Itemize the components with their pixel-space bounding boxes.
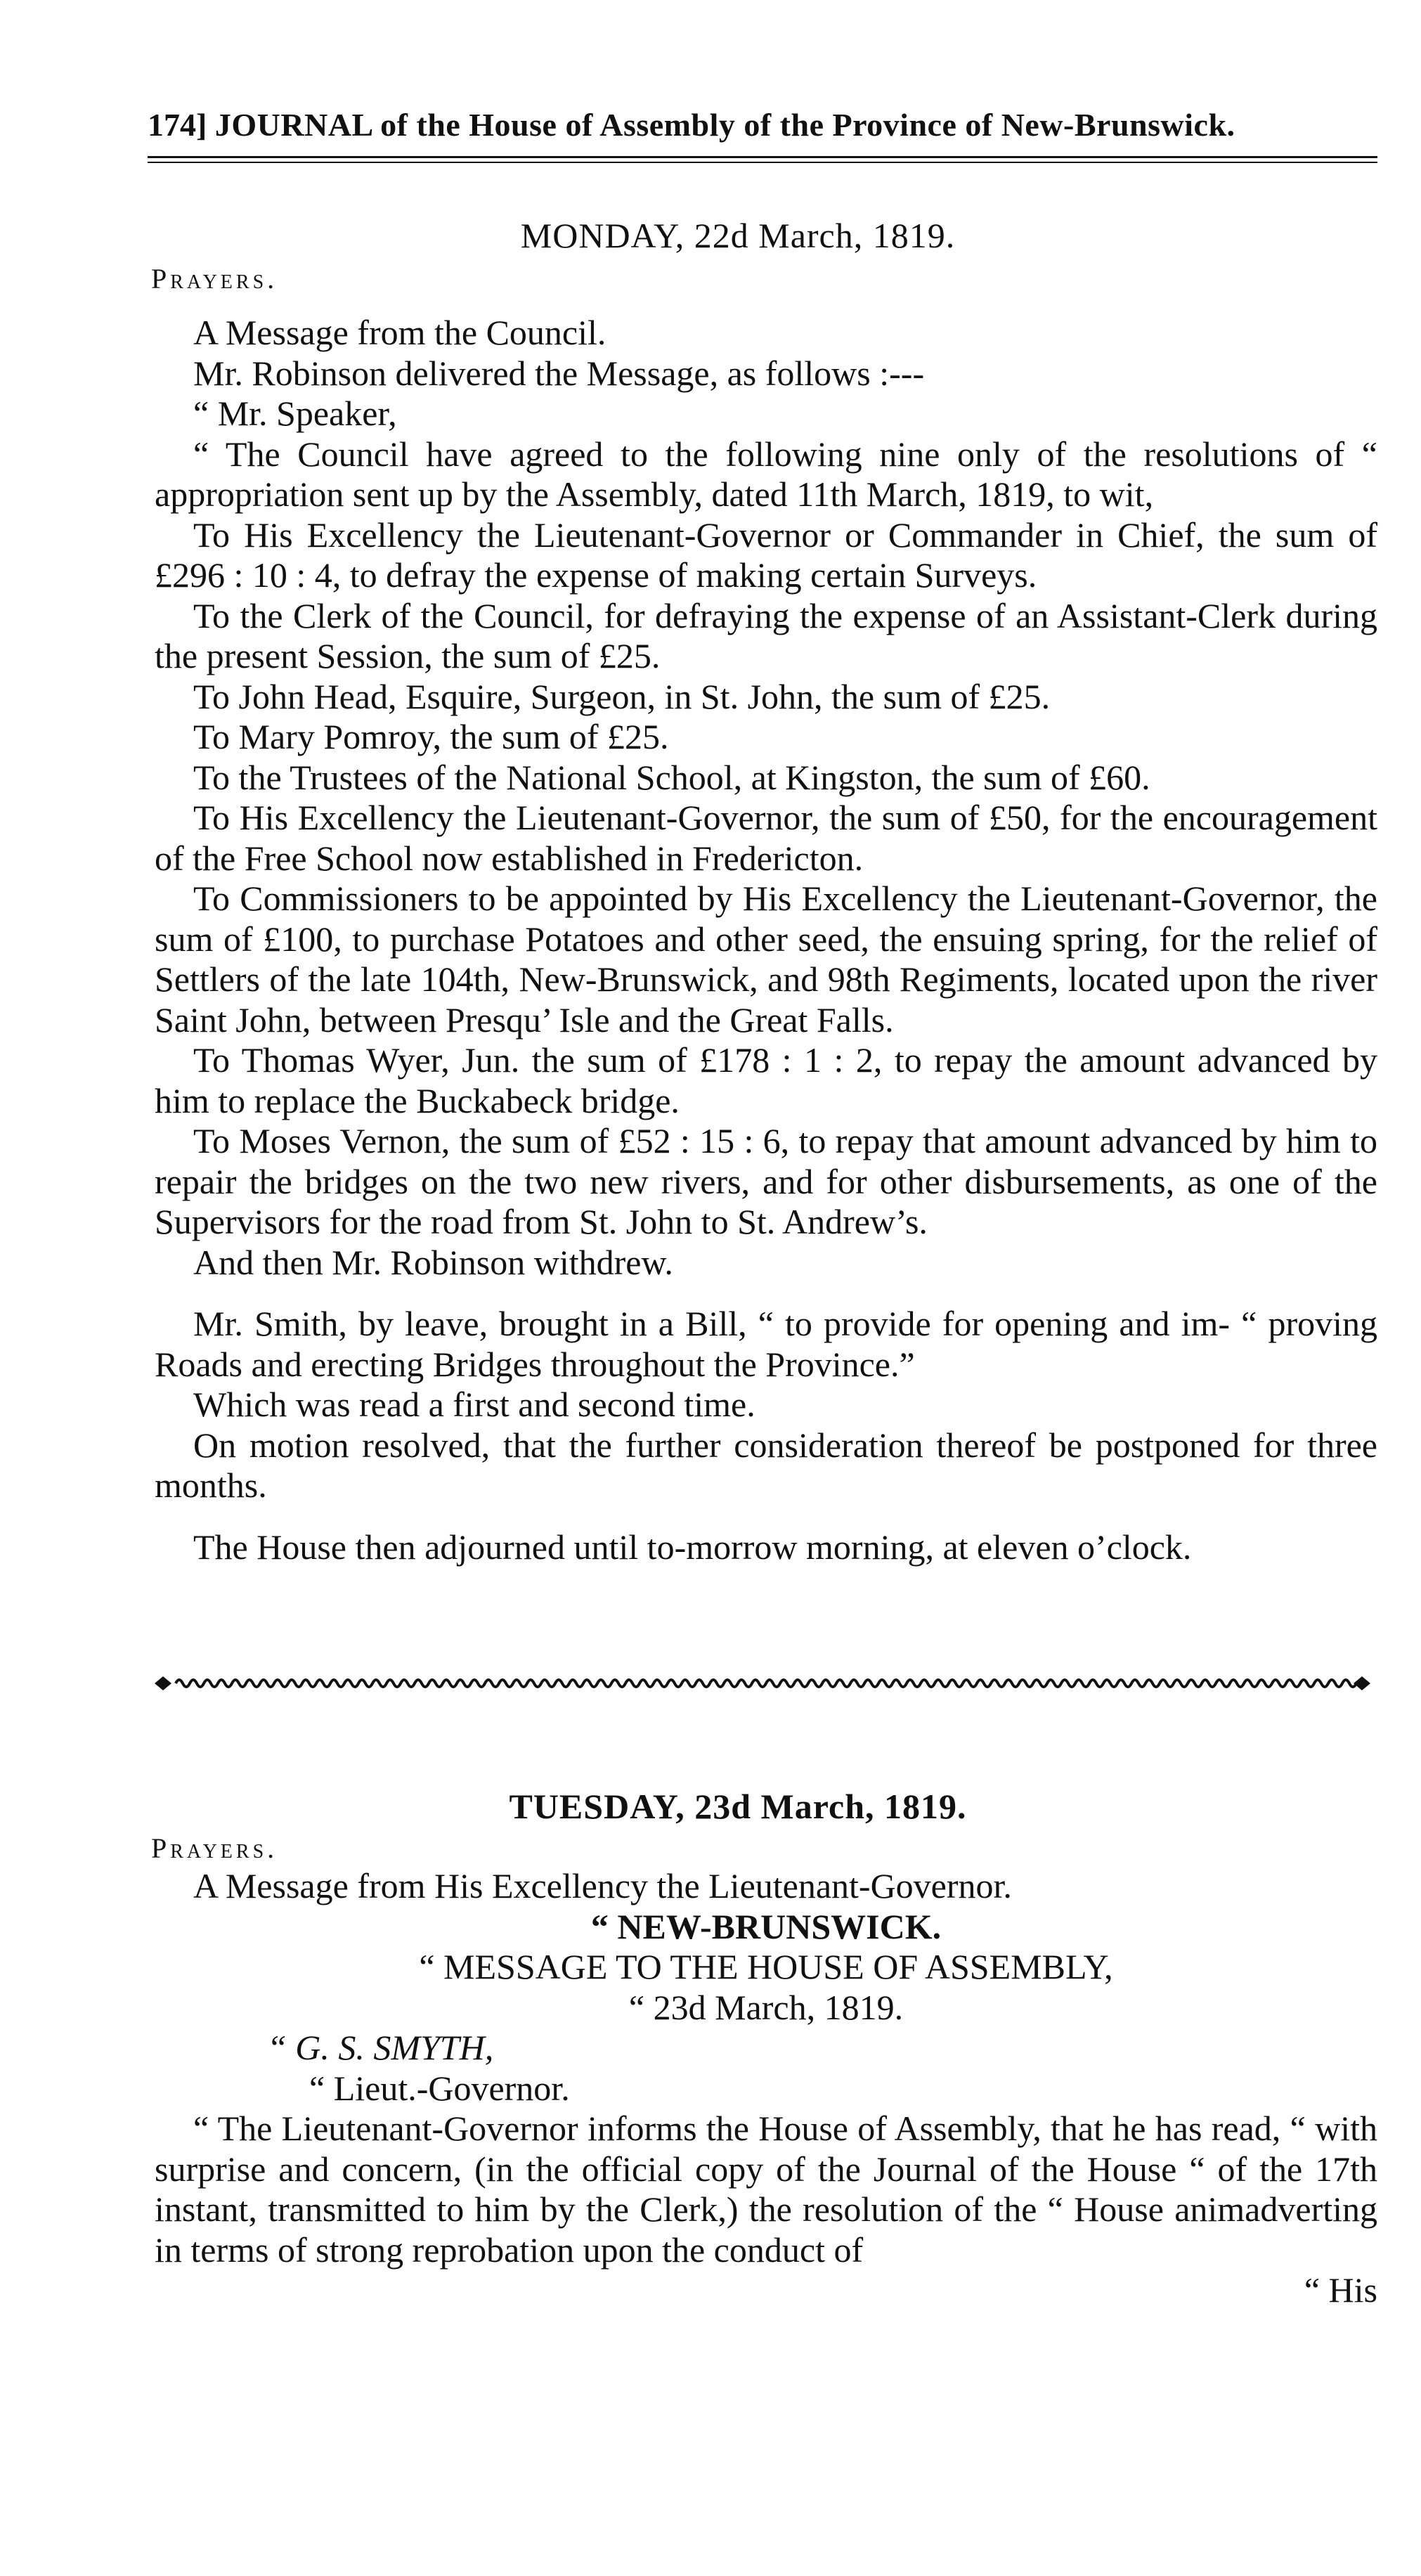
tuesday-date-heading: TUESDAY, 23d March, 1819.: [509, 1787, 967, 1826]
tuesday-proceedings: [155, 1866, 1377, 2311]
signature-title: “ Lieut.-Governor.: [309, 2068, 570, 2108]
paragraph: Mr. Robinson delivered the Message, as follows :---: [193, 353, 925, 393]
paragraph: “ Mr. Speaker,: [193, 394, 397, 433]
paragraph: “ The Council have agreed to the following nine only of the resolutions of “ appropriation sent up by the Assembly, dated 11th March, 1819, to wit,: [155, 434, 1377, 514]
message-heading-province: “ NEW-BRUNSWICK.: [590, 1906, 942, 1946]
paragraph: To John Head, Esquire, Surgeon, in St. John, the sum of £25.: [193, 676, 1051, 716]
signature-name: “ G. S. SMYTH,: [267, 2028, 494, 2067]
message-intro: A Message from His Excellency the Lieutenant-Governor.: [193, 1866, 1012, 1905]
paragraph: The House then adjourned until to-morrow morning, at eleven o’clock.: [193, 1527, 1192, 1567]
page-number: 174]: [148, 107, 207, 143]
monday-prayers-label: Prayers.: [151, 263, 278, 295]
tuesday-prayers-label: Prayers.: [151, 1832, 278, 1864]
paragraph: Which was read a first and second time.: [193, 1385, 755, 1424]
message-heading-date: “ 23d March, 1819.: [628, 1987, 904, 2027]
paragraph: To the Trustees of the National School, at Kingston, the sum of £60.: [193, 757, 1150, 797]
paragraph: To His Excellency the Lieutenant-Governor, the sum of £50, for the encouragement of the Free School now established in Fredericton.: [155, 798, 1377, 878]
paragraph: On motion resolved, that the further consideration thereof be postponed for three months.: [155, 1425, 1377, 1505]
paragraph: To Mary Pomroy, the sum of £25.: [193, 717, 669, 756]
paragraph: To His Excellency the Lieutenant-Governor or Commander in Chief, the sum of £296 : 10 : 4, to defray the expense of making certain Surveys.: [155, 514, 1377, 595]
paragraph: To the Clerk of the Council, for defraying the expense of an Assistant-Clerk during the present Session, the sum of £25.: [155, 595, 1377, 675]
message-body: “ The Lieutenant-Governor informs the House of Assembly, that he has read, “ with surprise and concern, (in the official copy of the Journal of the House “ of the 17th instant, transmitted to him by the Clerk,) the resolution of the “ House animadverting in terms of strong reprobation upon the conduct of: [155, 2109, 1377, 2270]
paragraph: To Thomas Wyer, Jun. the sum of £178 : 1 : 2, to repay the amount advanced by him to replace the Buckabeck bridge.: [155, 1040, 1377, 1120]
paragraph: To Commissioners to be appointed by His Excellency the Lieutenant-Governor, the sum of £100, to purchase Potatoes and other seed, the ensuing spring, for the relief of Settlers of the late 104th, New-Brunswick, and 98th Regiments, located upon the river Saint John, between Presqu’ Isle and the Great Falls.: [155, 879, 1377, 1040]
monday-proceedings: [155, 313, 1377, 1567]
spacer: [155, 1283, 1377, 1304]
paragraph: Mr. Smith, by leave, brought in a Bill, “ to provide for opening and im- “ proving Roads and erecting Bridges throughout the Province.”: [155, 1304, 1377, 1384]
header-rule: [148, 162, 1377, 163]
paragraph: And then Mr. Robinson withdrew.: [193, 1242, 673, 1282]
monday-date-heading: MONDAY, 22d March, 1819.: [520, 216, 956, 255]
message-heading-title: “ MESSAGE TO THE HOUSE OF ASSEMBLY,: [419, 1947, 1113, 1986]
journal-title: JOURNAL of the House of Assembly of the Province of New-Brunswick.: [214, 107, 1235, 143]
ornamental-divider: [148, 1669, 1377, 1697]
header-rule: [148, 156, 1377, 158]
running-head: [148, 105, 1384, 145]
paragraph: A Message from the Council.: [193, 313, 606, 352]
paragraph: To Moses Vernon, the sum of £52 : 15 : 6, to repay that amount advanced by him to repair the bridges on the two new rivers, and for other disbursements, as one of the Supervisors for the road from St. John to St. Andrew’s.: [155, 1121, 1377, 1241]
catchword: “ His: [1304, 2270, 1377, 2310]
spacer: [155, 1506, 1377, 1527]
